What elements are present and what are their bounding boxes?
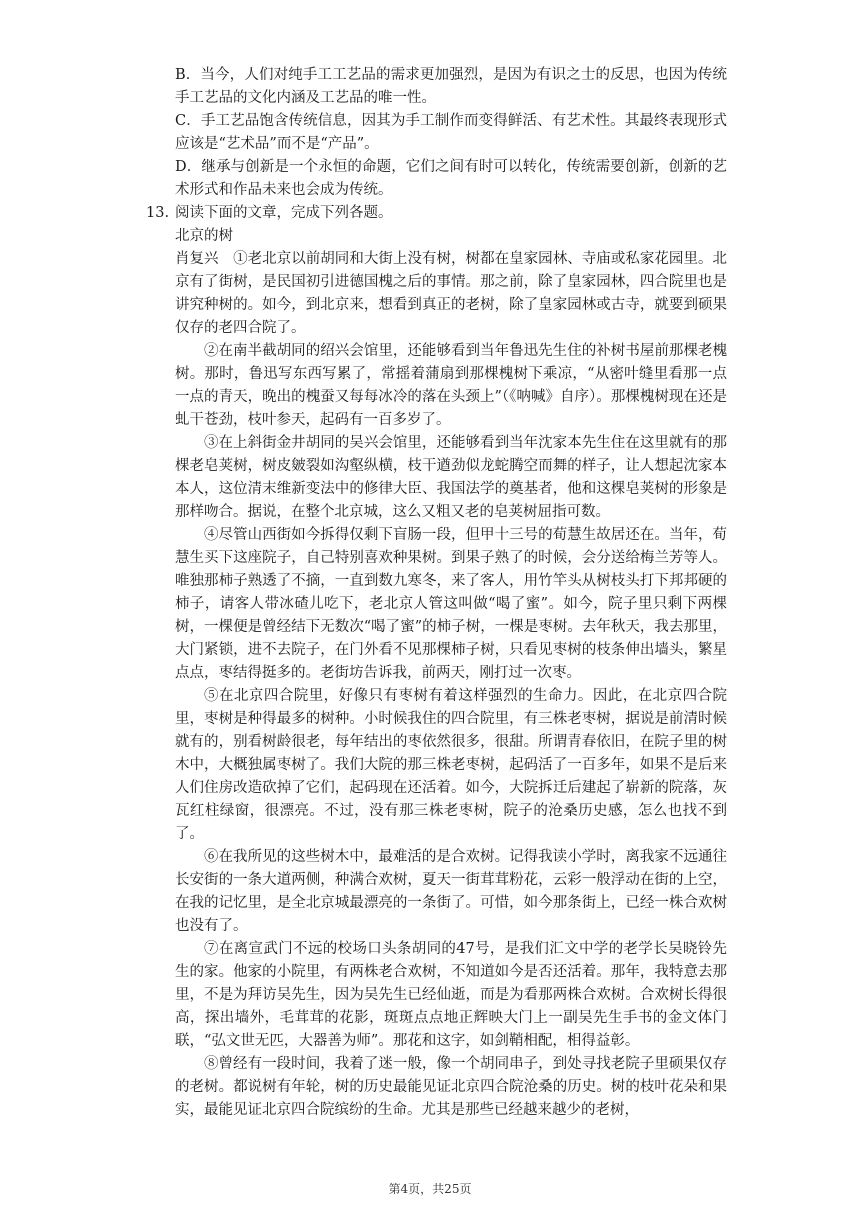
- question-13: [146, 202, 728, 1122]
- option-label: B．: [175, 67, 201, 83]
- article-paragraph: ⑦在离宣武门不远的校场口头条胡同的47号，是我们汇文中学的老学长吴晓铃先生的家。他家的小院里，有两株老合欢树，不知道如今是否还活着。那年，我特意去那里，不是为拜访吴先生，因为吴先生已经仙逝，而是为看那两株合欢树。合欢树长得很高，探出墙外，毛茸茸的花影，斑斑点点地正辉映大门上一副吴先生手书的金文体门联，“弘文世无匹，大器善为师”。那花和这字，如剑鞘相配，相得益彰。: [175, 941, 727, 1049]
- question-prompt: 阅读下面的文章，完成下列各题。: [175, 205, 393, 221]
- article-paragraph: ⑧曾经有一段时间，我着了迷一般，像一个胡同串子，到处寻找老院子里硕果仅存的老树。都说树有年轮，树的历史最能见证北京四合院沧桑的历史。树的枝叶花朵和果实，最能见证北京四合院缤纷的生命。尤其是那些已经越来越少的老树，: [175, 1056, 727, 1118]
- article-paragraph: ⑤在北京四合院里，好像只有枣树有着这样强烈的生命力。因此，在北京四合院里，枣树是种得最多的树种。小时候我住的四合院里，有三株老枣树，据说是前清时候就有的，别看树龄很老，每年结出的枣依然很多，很甜。所谓青春依旧，在院子里的树木中，大概独属枣树了。我们大院的那三株老枣树，起码活了一百多年，如果不是后来人们住房改造砍掉了它们，起码现在还活着。如今，大院拆迁后建起了崭新的院落，灰瓦红柱绿窗，很漂亮。不过，没有那三株老枣树，院子的沧桑历史感，怎么也找不到了。: [175, 688, 727, 842]
- article-paragraph: ③在上斜街金井胡同的吴兴会馆里，还能够看到当年沈家本先生住在这里就有的那棵老皂荚树，树皮皴裂如沟壑纵横，枝干遒劲似龙蛇腾空而舞的样子，让人想起沈家本本人，这位清末维新变法中的修律大臣、我国法学的奠基者，他和这棵皂荚树的形象是那样吻合。据说，在整个北京城，这么又粗又老的皂荚树屈指可数。: [175, 435, 727, 520]
- article-paragraph: ②在南半截胡同的绍兴会馆里，还能够看到当年鲁迅先生住的补树书屋前那棵老槐树。那时，鲁迅写东西写累了，常摇着蒲扇到那棵槐树下乘凉，“从密叶缝里看那一点一点的青天，晚出的槐蚕又每每冰冷的落在头颈上”（《呐喊》自序）。那棵槐树现在还是虬干苍劲，枝叶参天，起码有一百多岁了。: [175, 343, 727, 428]
- option-text: 手工艺品饱含传统信息，因其为手工制作而变得鲜活、有艺术性。其最终表现形式应该是“艺术品”而不是“产品”。: [175, 113, 727, 152]
- option-label: C．: [175, 113, 201, 129]
- article-author: 肖复兴: [175, 251, 219, 267]
- page-content: [146, 64, 728, 1122]
- option-text: 当今，人们对纯手工工艺品的需求更加强烈，是因为有识之士的反思，也因为传统手工艺品的文化内涵及工艺品的唯一性。: [175, 67, 728, 106]
- option-text: 继承与创新是一个永恒的命题，它们之间有时可以转化，传统需要创新，创新的艺术形式和作品未来也会成为传统。: [175, 159, 727, 198]
- question-number: 13.: [146, 205, 170, 221]
- option-b: [175, 64, 727, 110]
- page-footer: 第4页，共25页: [388, 1182, 472, 1196]
- article-paragraph: ⑥在我所见的这些树木中，最难活的是合欢树。记得我读小学时，离我家不远通往长安街的一条大道两侧，种满合欢树，夏天一街茸茸粉花，云彩一般浮动在街的上空，在我的记忆里，是全北京城最漂亮的一条街了。可惜，如今那条街上，已经一株合欢树也没有了。: [175, 849, 727, 934]
- article-title: 北京的树: [175, 228, 233, 244]
- option-label: D．: [175, 159, 202, 175]
- article-paragraph-1: [175, 248, 727, 340]
- option-c: [175, 110, 727, 156]
- article-paragraph: ④尽管山西街如今拆得仅剩下盲肠一段，但甲十三号的荀慧生故居还在。当年，荀慧生买下这座院子，自己特别喜欢种果树。到果子熟了的时候，会分送给梅兰芳等人。唯独那柿子熟透了不摘，一直到数九寒冬，来了客人，用竹竿头从树枝头打下邦邦硬的柿子，请客人带冰碴儿吃下，老北京人管这叫做“喝了蜜”。如今，院子里只剩下两棵树，一棵便是曾经结下无数次“喝了蜜”的柿子树，一棵是枣树。去年秋天，我去那里，大门紧锁，进不去院子，在门外看不见那棵柿子树，只看见枣树的枝条伸出墙头，繁星点点，枣结得挺多的。老街坊告诉我，前两天，刚打过一次枣。: [175, 527, 727, 681]
- option-d: [175, 156, 727, 202]
- paragraph-1-text: ①老北京以前胡同和大街上没有树，树都在皇家园林、寺庙或私家花园里。北京有了街树，是民国初引进德国槐之后的事情。那之前，除了皇家园林，四合院里也是讲究种树的。如今，到北京来，想看到真正的老树，除了皇家园林或古寺，就要到硕果仅存的老四合院了。: [175, 251, 728, 336]
